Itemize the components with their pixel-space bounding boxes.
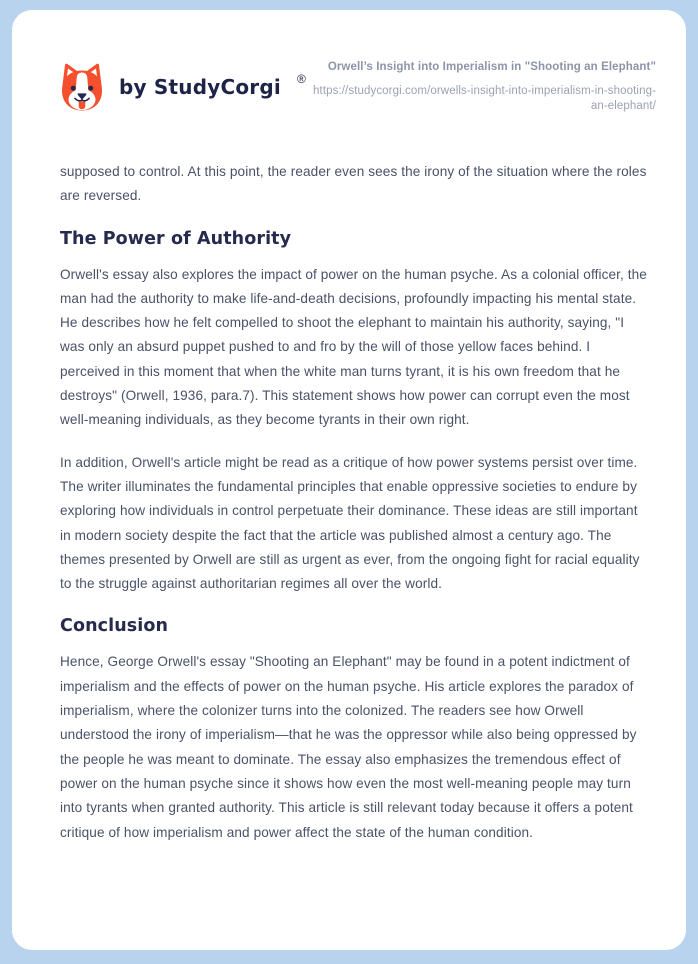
registered-trademark: ® xyxy=(296,72,306,86)
document-title: Orwell’s Insight into Imperialism in "Shooting an Elephant" xyxy=(327,61,656,73)
document-meta xyxy=(306,60,656,114)
heading-the-power-of-authority: The Power of Authority xyxy=(60,228,292,249)
heading-conclusion: Conclusion xyxy=(60,616,169,637)
document-url-link[interactable]: https://studycorgi.com/orwells-insight-into-imperialism-in-shooting-an-elephant/ xyxy=(313,85,656,112)
paragraph: Hence, George Orwell's essay "Shooting an Elephant" may be found in a potent indictment of imperialism and the effects of power on the human psyche. His article explores the paradox of imperialism, where the colonizer turns into the colonized. The readers see how Orwell understood the irony of imperialism—that he was the oppressor while also being oppressed by the people he was meant to dominate. The essay also emphasizes the tremendous effect of power on the human psyche since it shows how even the most well-meaning people may turn into tyrants when granted authority. This article is still relevant today because it offers a potent critique of how imperialism and power affect the state of the human condition. xyxy=(60,654,637,840)
brand-name: by StudyCorgi xyxy=(119,75,281,99)
paragraph-intro-fragment: supposed to control. At this point, the reader even sees the irony of the situation where the roles are reversed. xyxy=(60,164,647,204)
corgi-face-icon xyxy=(58,61,106,114)
paragraph: In addition, Orwell's article might be read as a critique of how power systems persist over time. The writer illuminates the fundamental principles that enable oppressive societies to endure by exploring how individuals in control perpetuate their dominance. These ideas are still important in modern society despite the fact that the article was published almost a century ago. The themes presented by Orwell are still as urgent as ever, from the ongoing fight for racial equality to the struggle against authoritarian regimes all over the world. xyxy=(60,454,640,592)
article-body xyxy=(60,160,648,845)
paragraph: Orwell's essay also explores the impact of power on the human psyche. As a colonial officer, the man had the authority to make life-and-death decisions, profoundly impacting his mental state. He describes how he felt compelled to shoot the elephant to maintain his authority, saying, "I was only an absurd puppet pushed to and fro by the will of those yellow faces behind. I perceived in this moment that when the white man turns tyrant, it is his own freedom that he destroys" (Orwell, 1936, para.7). This statement shows how power can corrupt even the most well-meaning individuals, as they become tyrants in their own right. xyxy=(60,266,647,428)
document-header xyxy=(58,60,656,114)
document-card xyxy=(12,10,686,950)
studycorgi-brand xyxy=(58,61,306,114)
